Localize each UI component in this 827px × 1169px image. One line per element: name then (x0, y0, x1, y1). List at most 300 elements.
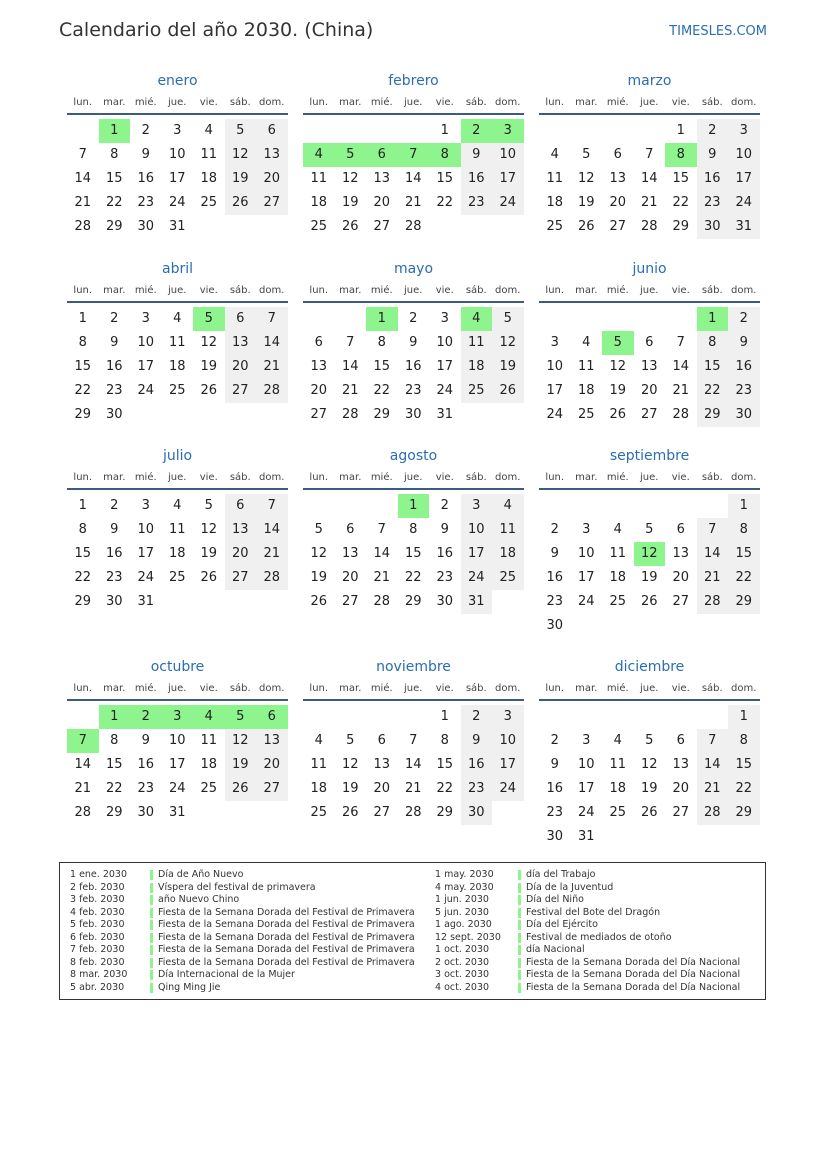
day-cell: 25 (168, 570, 186, 585)
weekday-header: vie. (435, 683, 454, 694)
month-enero (67, 73, 288, 273)
day-cell: 29 (74, 594, 92, 609)
holiday-date: 3 oct. 2030 (435, 969, 490, 980)
day-cell: 5 (645, 522, 654, 537)
weekday-header: lun. (73, 285, 93, 296)
day-cell: 14 (640, 171, 658, 186)
day-cell: 20 (225, 355, 257, 379)
holiday-day-cell: 7 (67, 729, 99, 753)
day-cell: 9 (461, 729, 493, 753)
weekday-header: mié. (606, 683, 629, 694)
day-cell: 19 (577, 195, 595, 210)
day-cell: 27 (640, 407, 658, 422)
holiday-date: 8 mar. 2030 (70, 969, 128, 980)
day-cell: 18 (168, 359, 186, 374)
day-cell: 14 (341, 359, 359, 374)
weekday-header: dom. (731, 285, 757, 296)
day-cell: 1 (728, 705, 760, 729)
month-name: diciembre (614, 659, 685, 675)
day-cell: 7 (676, 335, 685, 350)
day-cell: 11 (168, 522, 186, 537)
day-cell: 26 (577, 219, 595, 234)
holiday-day-cell: 4 (461, 307, 493, 331)
day-cell: 16 (105, 359, 123, 374)
day-cell: 28 (74, 219, 92, 234)
weekday-header: dom. (495, 683, 521, 694)
day-cell: 20 (256, 753, 288, 777)
day-cell: 15 (728, 753, 760, 777)
day-cell: 22 (74, 570, 92, 585)
day-cell: 18 (461, 355, 493, 379)
day-cell: 19 (492, 355, 524, 379)
day-cell: 22 (728, 777, 760, 801)
day-cell: 9 (461, 143, 493, 167)
day-cell: 21 (341, 383, 359, 398)
day-cell: 7 (697, 729, 729, 753)
day-cell: 16 (461, 753, 493, 777)
day-cell: 26 (200, 383, 218, 398)
holiday-marker (518, 883, 521, 893)
weekday-header: mar. (103, 683, 126, 694)
day-cell: 23 (461, 777, 493, 801)
weekday-header: mar. (103, 97, 126, 108)
day-cell: 22 (105, 195, 123, 210)
day-cell: 5 (645, 733, 654, 748)
day-cell: 22 (672, 195, 690, 210)
day-cell: 16 (546, 781, 564, 796)
day-cell: 15 (74, 546, 92, 561)
holiday-entry (60, 957, 760, 970)
weekday-header: jue. (640, 472, 659, 483)
day-cell: 6 (346, 522, 355, 537)
day-cell: 3 (440, 311, 449, 326)
day-cell: 15 (74, 359, 92, 374)
day-cell: 8 (377, 335, 386, 350)
holiday-day-cell: 1 (366, 307, 398, 331)
holiday-day-cell: 6 (256, 705, 288, 729)
day-cell: 30 (137, 805, 155, 820)
day-cell: 11 (310, 171, 328, 186)
day-cell: 9 (550, 757, 559, 772)
holiday-date: 12 sept. 2030 (435, 931, 501, 943)
weekday-header: dom. (259, 683, 285, 694)
day-cell: 11 (200, 147, 218, 162)
weekday-header: jue. (640, 285, 659, 296)
weekday-header: lun. (545, 285, 565, 296)
day-cell: 2 (440, 498, 449, 513)
day-cell: 24 (577, 805, 595, 820)
day-cell: 29 (728, 590, 760, 614)
holiday-date: 3 feb. 2030 (70, 894, 125, 905)
day-cell: 26 (341, 805, 359, 820)
day-cell: 7 (377, 522, 386, 537)
day-cell: 23 (546, 805, 564, 820)
day-cell: 6 (314, 335, 323, 350)
month-name: enero (157, 73, 198, 89)
weekday-header: mié. (606, 285, 629, 296)
day-cell: 16 (461, 167, 493, 191)
weekday-header: sáb. (229, 683, 251, 694)
day-cell: 26 (225, 191, 257, 215)
day-cell: 22 (74, 383, 92, 398)
day-cell: 31 (436, 407, 454, 422)
day-cell: 20 (672, 570, 690, 585)
day-cell: 29 (404, 594, 422, 609)
day-cell: 13 (609, 171, 627, 186)
site-link[interactable]: TIMESLES.COM (669, 24, 767, 39)
day-cell: 7 (346, 335, 355, 350)
day-cell: 23 (728, 379, 760, 403)
day-cell: 22 (105, 781, 123, 796)
day-cell: 22 (436, 195, 454, 210)
day-cell: 24 (492, 777, 524, 801)
day-cell: 10 (546, 359, 564, 374)
day-cell: 19 (640, 781, 658, 796)
holiday-day-cell: 5 (193, 307, 225, 331)
day-cell: 17 (436, 359, 454, 374)
day-cell: 16 (728, 355, 760, 379)
day-cell: 6 (256, 119, 288, 143)
weekday-header: mié. (134, 683, 157, 694)
month-agosto (303, 448, 524, 648)
weekday-header: mar. (575, 97, 598, 108)
day-cell: 18 (168, 546, 186, 561)
day-cell: 28 (640, 219, 658, 234)
day-cell: 17 (546, 383, 564, 398)
weekday-header: mar. (103, 285, 126, 296)
day-cell: 21 (697, 566, 729, 590)
day-cell: 12 (225, 729, 257, 753)
day-cell: 2 (461, 705, 493, 729)
day-cell: 21 (256, 355, 288, 379)
day-cell: 9 (409, 335, 418, 350)
weekday-header: sáb. (465, 683, 487, 694)
weekday-header: vie. (199, 97, 218, 108)
day-cell: 11 (461, 331, 493, 355)
day-cell: 18 (609, 570, 627, 585)
header-rule (67, 488, 288, 490)
holiday-marker (518, 970, 521, 980)
day-cell: 7 (256, 494, 288, 518)
weekday-header: lun. (545, 683, 565, 694)
header-rule (67, 699, 288, 701)
day-cell: 18 (546, 195, 564, 210)
day-cell: 30 (137, 219, 155, 234)
holiday-entry (60, 969, 760, 982)
day-cell: 24 (168, 781, 186, 796)
weekday-header: mar. (339, 472, 362, 483)
day-cell: 7 (256, 307, 288, 331)
day-cell: 16 (546, 570, 564, 585)
day-cell: 23 (404, 383, 422, 398)
holiday-day-cell: 7 (398, 143, 430, 167)
header-rule (67, 113, 288, 115)
holiday-date: 5 feb. 2030 (70, 919, 125, 930)
holiday-marker (518, 945, 521, 955)
weekday-header: mié. (370, 683, 393, 694)
holiday-date: 1 jun. 2030 (435, 894, 489, 905)
weekday-header: vie. (671, 683, 690, 694)
holiday-marker (518, 983, 521, 993)
weekday-header: sáb. (465, 472, 487, 483)
weekday-header: vie. (671, 472, 690, 483)
holiday-date: 7 feb. 2030 (70, 944, 125, 955)
weekday-header: lun. (309, 683, 329, 694)
weekday-header: vie. (435, 472, 454, 483)
day-cell: 25 (609, 594, 627, 609)
weekday-header: vie. (435, 285, 454, 296)
day-cell: 13 (256, 729, 288, 753)
weekday-header: sáb. (701, 683, 723, 694)
day-cell: 28 (74, 805, 92, 820)
day-cell: 23 (436, 570, 454, 585)
day-cell: 30 (546, 618, 564, 633)
day-cell: 16 (436, 546, 454, 561)
weekday-header: dom. (731, 683, 757, 694)
day-cell: 3 (728, 119, 760, 143)
holiday-date: 5 jun. 2030 (435, 906, 489, 918)
weekday-header: sáb. (229, 472, 251, 483)
holiday-name: Víspera del festival de primavera (158, 881, 316, 893)
holiday-entry (60, 882, 760, 895)
holiday-marker (518, 933, 521, 943)
month-junio (539, 261, 760, 461)
day-cell: 24 (461, 566, 493, 590)
holiday-date: 4 feb. 2030 (70, 906, 125, 918)
day-cell: 31 (461, 590, 493, 614)
day-cell: 29 (105, 219, 123, 234)
holiday-day-cell: 1 (99, 119, 131, 143)
month-name: octubre (150, 659, 205, 675)
weekday-header: mié. (370, 472, 393, 483)
day-cell: 25 (461, 379, 493, 403)
day-cell: 26 (492, 379, 524, 403)
weekday-header: jue. (404, 285, 423, 296)
day-cell: 23 (137, 781, 155, 796)
weekday-header: jue. (404, 97, 423, 108)
day-cell: 3 (141, 311, 150, 326)
day-cell: 22 (697, 379, 729, 403)
day-cell: 18 (310, 781, 328, 796)
day-cell: 11 (609, 757, 627, 772)
day-cell: 13 (672, 546, 690, 561)
day-cell: 20 (341, 570, 359, 585)
day-cell: 10 (436, 335, 454, 350)
weekday-header: mié. (606, 472, 629, 483)
day-cell: 27 (256, 777, 288, 801)
day-cell: 13 (310, 359, 328, 374)
day-cell: 8 (697, 331, 729, 355)
day-cell: 27 (225, 379, 257, 403)
day-cell: 1 (78, 311, 87, 326)
day-cell: 4 (173, 498, 182, 513)
day-cell: 20 (373, 781, 391, 796)
holiday-name: Qing Ming Jie (158, 981, 221, 993)
holiday-date: 1 may. 2030 (435, 869, 494, 880)
day-cell: 9 (110, 522, 119, 537)
day-cell: 9 (728, 331, 760, 355)
day-cell: 12 (609, 359, 627, 374)
day-cell: 31 (728, 215, 760, 239)
day-cell: 5 (582, 147, 591, 162)
day-cell: 13 (672, 757, 690, 772)
day-cell: 17 (492, 167, 524, 191)
month-name: julio (162, 448, 193, 464)
day-cell: 26 (341, 219, 359, 234)
day-cell: 4 (582, 335, 591, 350)
day-cell: 19 (341, 195, 359, 210)
day-cell: 1 (728, 494, 760, 518)
day-cell: 15 (436, 171, 454, 186)
day-cell: 4 (613, 733, 622, 748)
day-cell: 26 (200, 570, 218, 585)
day-cell: 10 (577, 757, 595, 772)
day-cell: 21 (256, 542, 288, 566)
holiday-name: Fiesta de la Semana Dorada del Festival de Primavera (158, 931, 415, 943)
holiday-entry (60, 894, 760, 907)
day-cell: 10 (492, 729, 524, 753)
day-cell: 11 (200, 733, 218, 748)
day-cell: 2 (110, 498, 119, 513)
holiday-name: Festival de mediados de otoño (526, 931, 672, 943)
day-cell: 3 (461, 494, 493, 518)
day-cell: 10 (577, 546, 595, 561)
day-cell: 28 (404, 219, 422, 234)
holiday-marker (518, 920, 521, 930)
weekday-header: dom. (731, 97, 757, 108)
day-cell: 31 (577, 829, 595, 844)
day-cell: 24 (436, 383, 454, 398)
day-cell: 24 (546, 407, 564, 422)
day-cell: 10 (168, 147, 186, 162)
day-cell: 12 (310, 546, 328, 561)
holiday-name: Festival del Bote del Dragón (526, 906, 661, 918)
day-cell: 30 (546, 829, 564, 844)
day-cell: 11 (168, 335, 186, 350)
weekday-header: jue. (168, 97, 187, 108)
day-cell: 15 (105, 171, 123, 186)
day-cell: 6 (676, 733, 685, 748)
day-cell: 15 (105, 757, 123, 772)
day-cell: 24 (492, 191, 524, 215)
day-cell: 4 (613, 522, 622, 537)
month-abril (67, 261, 288, 461)
day-cell: 7 (78, 147, 87, 162)
day-cell: 4 (173, 311, 182, 326)
day-cell: 5 (492, 307, 524, 331)
holiday-day-cell: 5 (335, 143, 367, 167)
weekday-header: mar. (339, 97, 362, 108)
weekday-header: dom. (495, 285, 521, 296)
day-cell: 30 (728, 403, 760, 427)
day-cell: 10 (137, 522, 155, 537)
day-cell: 25 (609, 805, 627, 820)
day-cell: 14 (697, 753, 729, 777)
day-cell: 28 (256, 379, 288, 403)
day-cell: 16 (404, 359, 422, 374)
holiday-day-cell: 5 (225, 705, 257, 729)
day-cell: 13 (640, 359, 658, 374)
holiday-entry (60, 869, 760, 882)
day-cell: 11 (609, 546, 627, 561)
day-cell: 19 (225, 167, 257, 191)
day-cell: 11 (492, 518, 524, 542)
day-cell: 31 (168, 219, 186, 234)
holidays-list (59, 862, 766, 1000)
day-cell: 28 (373, 594, 391, 609)
day-cell: 17 (168, 757, 186, 772)
day-cell: 28 (341, 407, 359, 422)
day-cell: 8 (78, 335, 87, 350)
day-cell: 27 (373, 219, 391, 234)
day-cell: 24 (577, 594, 595, 609)
day-cell: 17 (728, 167, 760, 191)
day-cell: 31 (168, 805, 186, 820)
holiday-marker (518, 895, 521, 905)
day-cell: 20 (609, 195, 627, 210)
holiday-date: 2 feb. 2030 (70, 881, 125, 893)
weekday-header: jue. (404, 683, 423, 694)
day-cell: 16 (105, 546, 123, 561)
day-cell: 2 (409, 311, 418, 326)
day-cell: 30 (461, 801, 493, 825)
day-cell: 2 (550, 522, 559, 537)
header-rule (303, 488, 524, 490)
day-cell: 15 (697, 355, 729, 379)
month-name: septiembre (609, 448, 690, 464)
month-name: agosto (389, 448, 438, 464)
day-cell: 17 (492, 753, 524, 777)
holiday-name: Día del Ejército (526, 919, 598, 930)
day-cell: 25 (492, 566, 524, 590)
day-cell: 13 (373, 757, 391, 772)
weekday-header: lun. (73, 683, 93, 694)
weekday-header: mar. (103, 472, 126, 483)
weekday-header: sáb. (701, 285, 723, 296)
month-name: marzo (627, 73, 672, 89)
month-name: febrero (388, 73, 439, 89)
day-cell: 21 (74, 781, 92, 796)
day-cell: 10 (461, 518, 493, 542)
day-cell: 14 (74, 757, 92, 772)
day-cell: 5 (314, 522, 323, 537)
day-cell: 27 (672, 594, 690, 609)
day-cell: 10 (168, 733, 186, 748)
holiday-name: Fiesta de la Semana Dorada del Festival de Primavera (158, 919, 415, 930)
holiday-marker (518, 958, 521, 968)
day-cell: 15 (672, 171, 690, 186)
day-cell: 14 (256, 518, 288, 542)
header-rule (303, 113, 524, 115)
holiday-day-cell: 12 (634, 542, 666, 566)
day-cell: 13 (225, 518, 257, 542)
holiday-name: Fiesta de la Semana Dorada del Festival de Primavera (158, 944, 415, 955)
header-rule (67, 301, 288, 303)
day-cell: 24 (137, 383, 155, 398)
day-cell: 7 (409, 733, 418, 748)
day-cell: 25 (200, 781, 218, 796)
day-cell: 25 (310, 805, 328, 820)
day-cell: 15 (404, 546, 422, 561)
day-cell: 30 (404, 407, 422, 422)
holiday-marker (518, 870, 521, 880)
weekday-header: dom. (259, 285, 285, 296)
day-cell: 12 (341, 757, 359, 772)
month-diciembre (539, 659, 760, 859)
day-cell: 21 (404, 195, 422, 210)
day-cell: 15 (436, 757, 454, 772)
day-cell: 5 (204, 498, 213, 513)
